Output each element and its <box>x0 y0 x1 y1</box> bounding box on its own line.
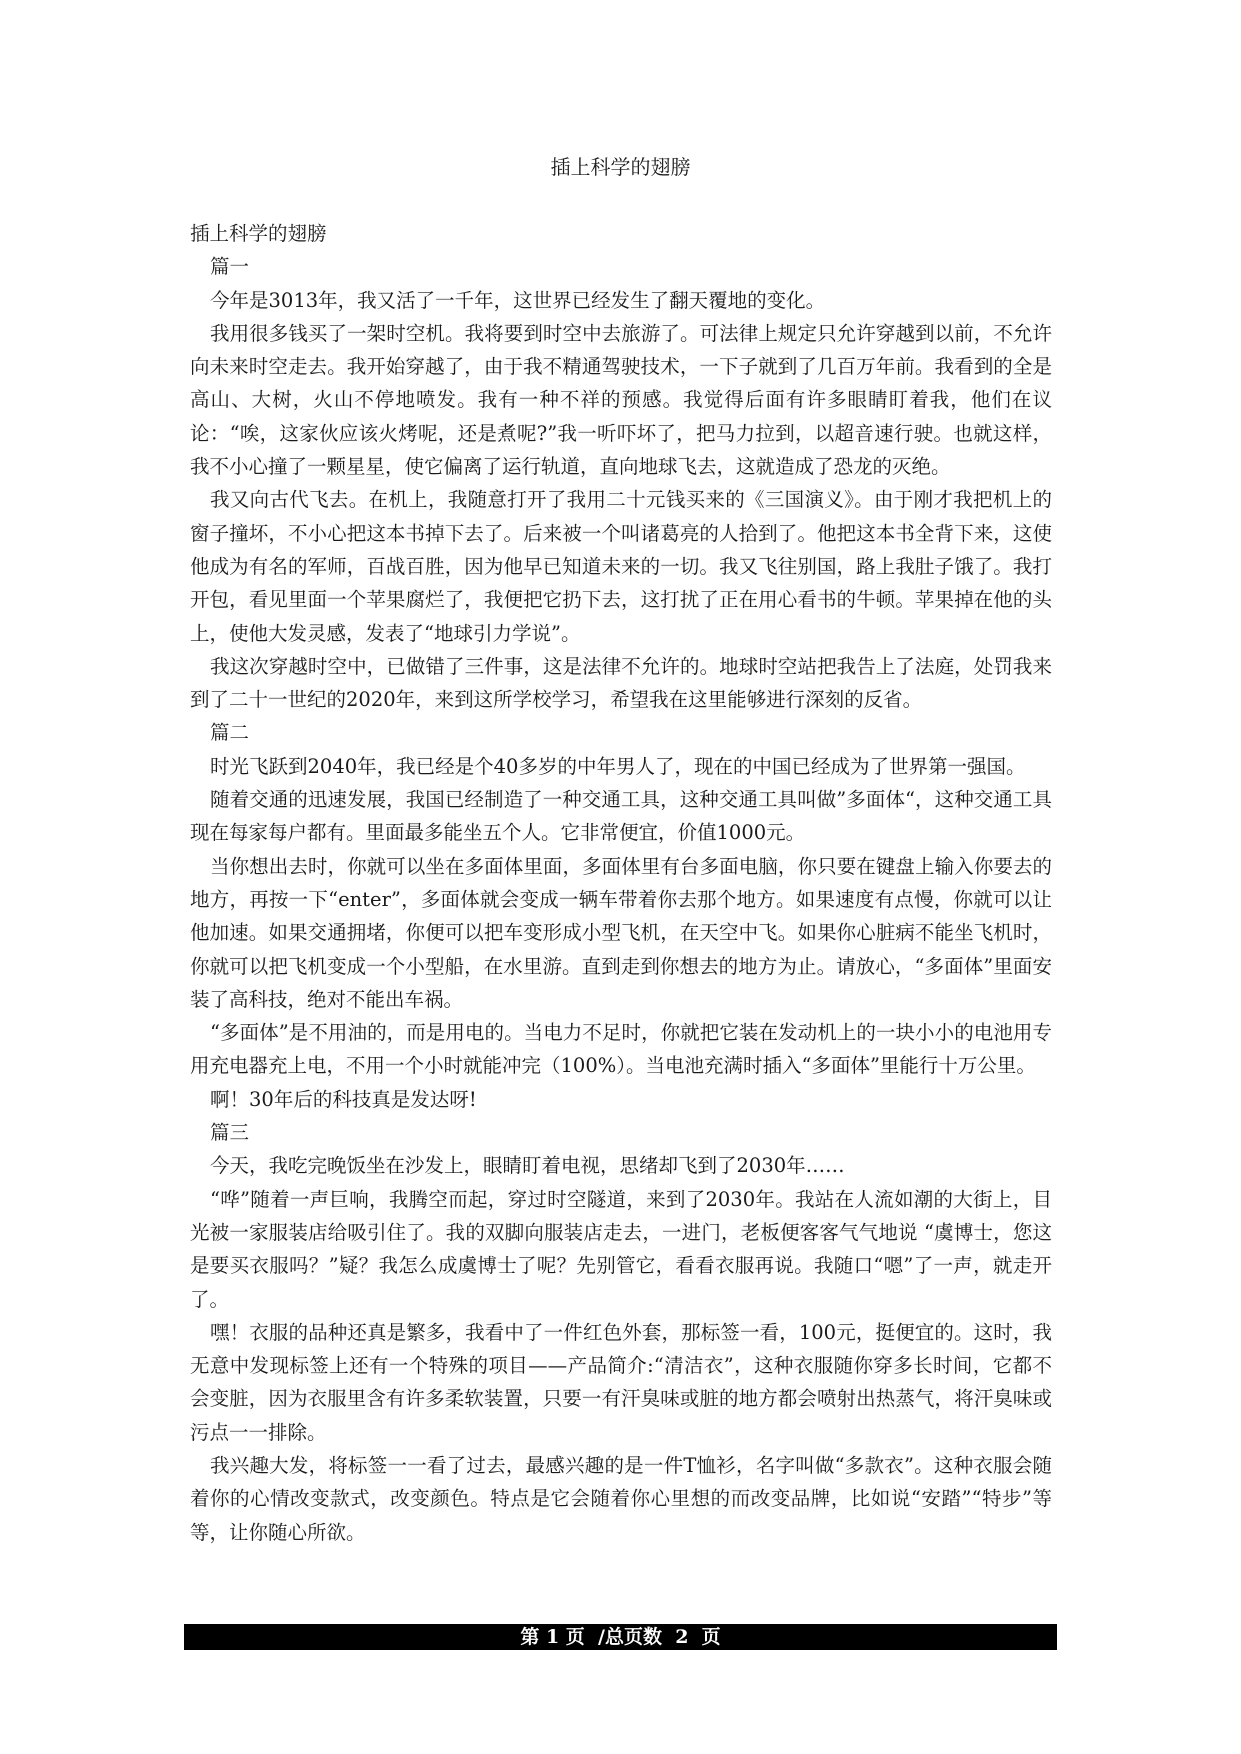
paragraph: 今天，我吃完晚饭坐在沙发上，眼睛盯着电视，思绪却飞到了2030年…… <box>210 1154 845 1178</box>
paragraph: 时光飞跃到2040年，我已经是个40多岁的中年男人了，现在的中国已经成为了世界第一强国。 <box>210 754 1026 778</box>
section-heading: 插上科学的翅膀 <box>190 222 327 245</box>
page-footer <box>184 1624 1057 1650</box>
paragraph: 今年是3013年，我又活了一千年，这世界已经发生了翻天覆地的变化。 <box>210 288 826 312</box>
paragraph: 我这次穿越时空中，已做错了三件事，这是法律不允许的。地球时空站把我告上了法庭，处罚我来到了二十一世纪的2020年，来到这所学校学习，希望我在这里能够进行深刻的反省。 <box>190 654 1052 712</box>
page-number-label: 第 1 页 /总页数 2 页 <box>520 1626 721 1648</box>
chapter-label: 篇二 <box>210 721 250 745</box>
paragraph: “哗”随着一声巨响，我腾空而起，穿过时空隧道，来到了2030年。我站在人流如潮的大街上，目光被一家服装店给吸引住了。我的双脚向服装店走去，一进门，老板便客客气气地说 “虞博士，您这是要买衣服吗？”疑？我怎么成虞博士了呢？先别管它，看看衣服再说。我随口“嗯”了一声，就走开了。 <box>190 1187 1052 1311</box>
paragraph: 嘿！衣服的品种还真是繁多，我看中了一件红色外套，那标签一看，100元，挺便宜的。这时，我无意中发现标签上还有一个特殊的项目——产品简介:“清洁衣”，这种衣服随你穿多长时间，它都不会变脏，因为衣服里含有许多柔软装置，只要一有汗臭味或脏的地方都会喷射出热蒸气，将汗臭味或污点一一排除。 <box>190 1320 1052 1444</box>
document-body <box>190 217 1052 1549</box>
paragraph: “多面体”是不用油的，而是用电的。当电力不足时，你就把它装在发动机上的一块小小的电池用专用充电器充上电，不用一个小时就能冲完（100%）。当电池充满时插入“多面体”里能行十万公里。 <box>190 1021 1052 1078</box>
paragraph: 随着交通的迅速发展，我国已经制造了一种交通工具，这种交通工具叫做”多面体“，这种交通工具现在每家每户都有。里面最多能坐五个人。它非常便宜，价值1000元。 <box>190 788 1052 845</box>
paragraph: 我兴趣大发，将标签一一看了过去，最感兴趣的是一件T恤衫，名字叫做“多款衣”。这种衣服会随着你的心情改变款式，改变颜色。特点是它会随着你心里想的而改变品牌，比如说“安踏”“特步”等等，让你随心所欲。 <box>190 1453 1052 1544</box>
paragraph: 我又向古代飞去。在机上，我随意打开了我用二十元钱买来的《三国演义》。由于刚才我把机上的窗子撞坏，不小心把这本书掉下去了。后来被一个叫诸葛亮的人拾到了。他把这本书全背下来，这使他成为有名的军师，百战百胜，因为他早已知道未来的一切。我又飞往别国，路上我肚子饿了。我打开包，看见里面一个苹果腐烂了，我便把它扔下去，这打扰了正在用心看书的牛顿。苹果掉在他的头上，使他大发灵感，发表了“地球引力学说”。 <box>190 488 1052 645</box>
paragraph: 我用很多钱买了一架时空机。我将要到时空中去旅游了。可法律上规定只允许穿越到以前，不允许向未来时空走去。我开始穿越了，由于我不精通驾驶技术，一下子就到了几百万年前。我看到的全是高山、大树，火山不停地喷发。我有一种不祥的预感。我觉得后面有许多眼睛盯着我，他们在议论：“唉，这家伙应该火烤呢，还是煮呢?”我一听吓坏了，把马力拉到，以超音速行驶。也就这样，我不小心撞了一颗星星，使它偏离了运行轨道，直向地球飞去，这就造成了恐龙的灭绝。 <box>190 321 1052 479</box>
paragraph: 当你想出去时，你就可以坐在多面体里面，多面体里有台多面电脑，你只要在键盘上输入你要去的地方，再按一下“enter”，多面体就会变成一辆车带着你去那个地方。如果速度有点慢，你就可以让他加速。如果交通拥堵，你便可以把车变形成小型飞机，在天空中飞。如果你心脏病不能坐飞机时，你就可以把飞机变成一个小型船，在水里游。直到走到你想去的地方为止。请放心，“多面体”里面安装了高科技，绝对不能出车祸。 <box>190 854 1052 1011</box>
chapter-label: 篇三 <box>210 1121 250 1145</box>
chapter-label: 篇一 <box>210 255 250 279</box>
paragraph: 啊！30年后的科技真是发达呀! <box>210 1087 477 1111</box>
document-title: 插上科学的翅膀 <box>550 155 691 179</box>
